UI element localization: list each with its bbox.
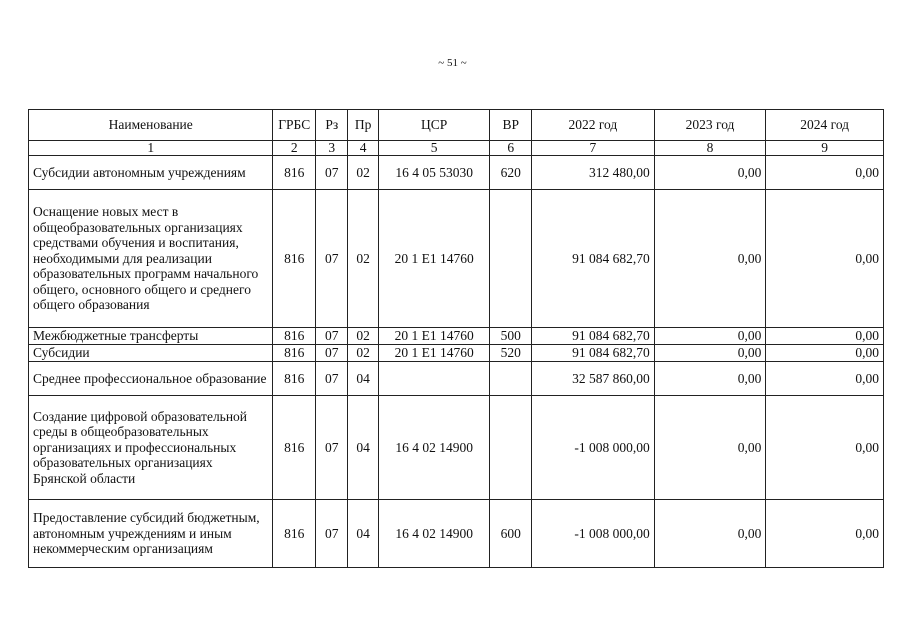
- column-number: 7: [532, 141, 655, 156]
- header-rz: Рз: [316, 110, 348, 141]
- table-row: [29, 156, 884, 190]
- row-vr: 520: [490, 345, 532, 362]
- row-vr: [490, 362, 532, 396]
- row-2023: 0,00: [654, 396, 766, 500]
- column-number: 5: [378, 141, 490, 156]
- row-name: Предоставление субсидий бюджетным, автономным учреждениям и иным некоммерческим организациям: [29, 500, 273, 568]
- row-pr: 02: [348, 345, 378, 362]
- header-2022: 2022 год: [532, 110, 655, 141]
- row-rz: 07: [316, 190, 348, 328]
- column-number: 6: [490, 141, 532, 156]
- row-name: Среднее профессиональное образование: [29, 362, 273, 396]
- row-grbs: 816: [273, 156, 316, 190]
- row-2023: 0,00: [654, 328, 766, 345]
- row-2022: 91 084 682,70: [532, 328, 655, 345]
- row-vr: 620: [490, 156, 532, 190]
- column-number: 4: [348, 141, 378, 156]
- row-2023: 0,00: [654, 190, 766, 328]
- row-rz: 07: [316, 396, 348, 500]
- row-2022: 91 084 682,70: [532, 190, 655, 328]
- row-2022: -1 008 000,00: [532, 396, 655, 500]
- row-name: Оснащение новых мест в общеобразовательных организациях средствами обучения и воспитания, необходимыми для реализации образовательных программ начального общего, основного общего и среднего общего образования: [29, 190, 273, 328]
- row-2024: 0,00: [766, 328, 884, 345]
- row-name: Субсидии автономным учреждениям: [29, 156, 273, 190]
- row-2023: 0,00: [654, 156, 766, 190]
- row-2023: 0,00: [654, 345, 766, 362]
- row-2022: 32 587 860,00: [532, 362, 655, 396]
- row-vr: 500: [490, 328, 532, 345]
- row-name: Создание цифровой образовательной среды в общеобразовательных организациях и профессиональных образовательных организациях Брянской области: [29, 396, 273, 500]
- header-2023: 2023 год: [654, 110, 766, 141]
- page-number: ~ 51 ~: [438, 57, 467, 69]
- column-number-row: [29, 141, 884, 156]
- row-pr: 02: [348, 156, 378, 190]
- budget-table: [28, 109, 884, 568]
- row-2022: 312 480,00: [532, 156, 655, 190]
- row-grbs: 816: [273, 362, 316, 396]
- row-csr: 20 1 E1 14760: [378, 345, 490, 362]
- row-2024: 0,00: [766, 156, 884, 190]
- header-2024: 2024 год: [766, 110, 884, 141]
- row-pr: 04: [348, 396, 378, 500]
- column-number: 9: [766, 141, 884, 156]
- row-pr: 02: [348, 190, 378, 328]
- row-grbs: 816: [273, 190, 316, 328]
- row-pr: 04: [348, 362, 378, 396]
- column-number: 8: [654, 141, 766, 156]
- column-number: 2: [273, 141, 316, 156]
- header-pr: Пр: [348, 110, 378, 141]
- header-csr: ЦСР: [378, 110, 490, 141]
- row-csr: 16 4 05 53030: [378, 156, 490, 190]
- row-2022: -1 008 000,00: [532, 500, 655, 568]
- row-2024: 0,00: [766, 500, 884, 568]
- table-row: [29, 345, 884, 362]
- row-rz: 07: [316, 345, 348, 362]
- header-grbs: ГРБС: [273, 110, 316, 141]
- row-grbs: 816: [273, 328, 316, 345]
- row-csr: 20 1 E1 14760: [378, 190, 490, 328]
- row-vr: 600: [490, 500, 532, 568]
- row-grbs: 816: [273, 500, 316, 568]
- row-rz: 07: [316, 362, 348, 396]
- header-name: Наименование: [29, 110, 273, 141]
- row-2023: 0,00: [654, 362, 766, 396]
- row-2024: 0,00: [766, 345, 884, 362]
- table-row: [29, 328, 884, 345]
- row-rz: 07: [316, 328, 348, 345]
- column-number: 1: [29, 141, 273, 156]
- row-pr: 02: [348, 328, 378, 345]
- row-grbs: 816: [273, 345, 316, 362]
- row-vr: [490, 396, 532, 500]
- row-csr: 16 4 02 14900: [378, 500, 490, 568]
- column-number: 3: [316, 141, 348, 156]
- row-pr: 04: [348, 500, 378, 568]
- row-grbs: 816: [273, 396, 316, 500]
- row-vr: [490, 190, 532, 328]
- row-2024: 0,00: [766, 362, 884, 396]
- table-row: [29, 396, 884, 500]
- row-2024: 0,00: [766, 396, 884, 500]
- table-row: [29, 362, 884, 396]
- table-row: [29, 190, 884, 328]
- header-row: [29, 110, 884, 141]
- row-rz: 07: [316, 500, 348, 568]
- row-2024: 0,00: [766, 190, 884, 328]
- row-rz: 07: [316, 156, 348, 190]
- row-csr: [378, 362, 490, 396]
- header-vr: ВР: [490, 110, 532, 141]
- row-csr: 20 1 E1 14760: [378, 328, 490, 345]
- table-row: [29, 500, 884, 568]
- row-name: Межбюджетные трансферты: [29, 328, 273, 345]
- row-2023: 0,00: [654, 500, 766, 568]
- row-csr: 16 4 02 14900: [378, 396, 490, 500]
- row-2022: 91 084 682,70: [532, 345, 655, 362]
- row-name: Субсидии: [29, 345, 273, 362]
